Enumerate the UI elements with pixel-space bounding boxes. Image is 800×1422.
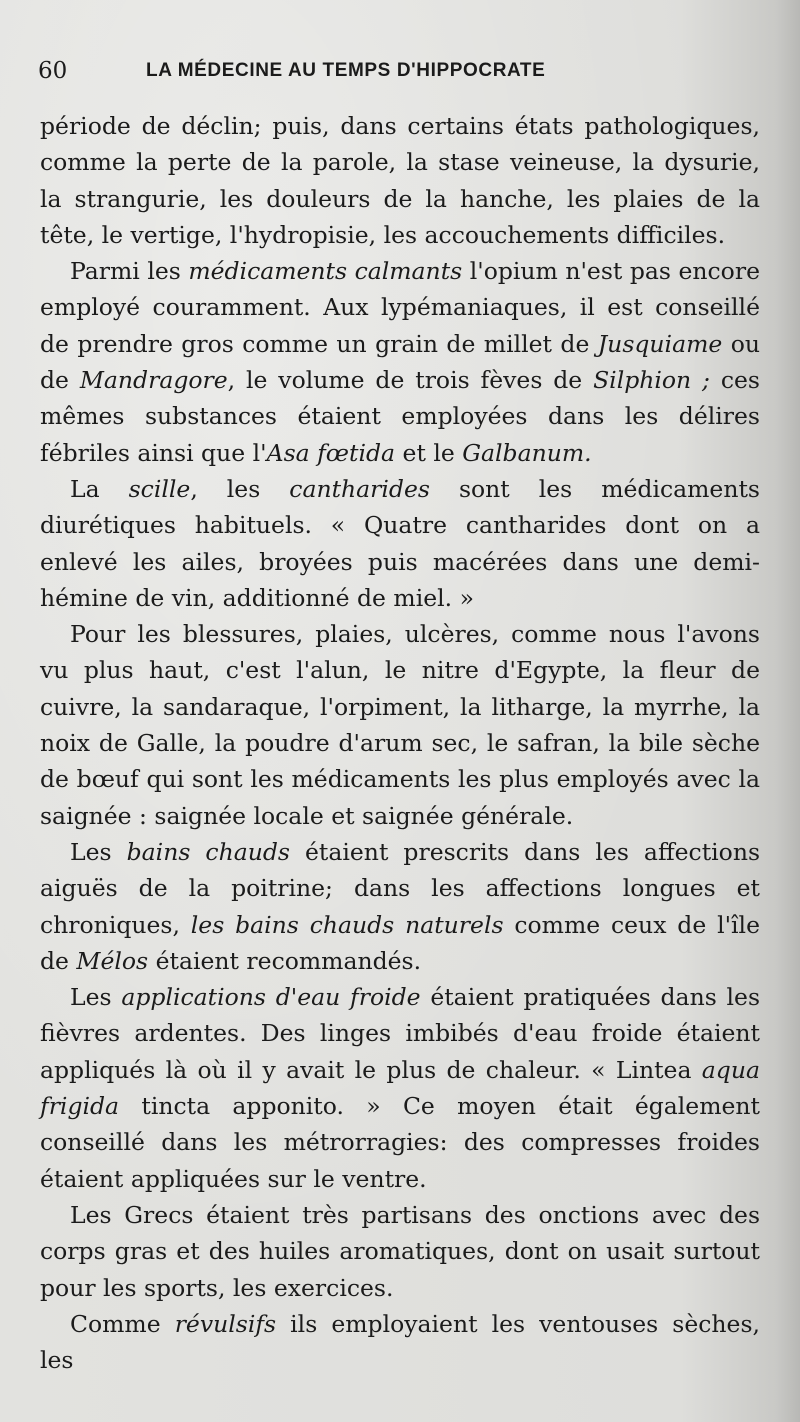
paragraph xyxy=(40,471,760,616)
text-run: , les xyxy=(190,474,290,503)
italic-text: bains chauds xyxy=(126,837,290,866)
text-run: étaient pratiquées dans les fièvres ardentes. Des linges imbibés d'eau froide étaient appliqués là où il y avait le plus de chaleur. « Lintea xyxy=(40,983,761,1084)
italic-text: Mélos xyxy=(76,946,149,975)
text-run: Les xyxy=(70,837,127,866)
italic-text: révulsifs xyxy=(174,1309,277,1338)
italic-text: Asa fœtida xyxy=(266,438,396,467)
text-run: ils employaient les ventouses sèches, les xyxy=(40,1309,760,1375)
text-run: tincta apponito. » Ce moyen était également conseillé dans les métrorragies: des compresses froides étaient appliquées sur le ventre. xyxy=(40,1092,760,1193)
paragraph xyxy=(40,253,760,471)
italic-text: applications d'eau froide xyxy=(121,983,421,1012)
text-run: étaient recommandés. xyxy=(148,946,422,975)
text-run: ou de xyxy=(40,329,760,395)
text-run: ces mêmes substances étaient employées dans les délires fébriles ainsi que l' xyxy=(40,366,760,467)
italic-text: scille xyxy=(128,474,191,503)
text-run: comme ceux de l'île de xyxy=(40,910,760,975)
italic-text: cantharides xyxy=(289,474,430,503)
text-run: Pour les blessures, plaies, ulcères, comme nous l'avons vu plus haut, c'est l'alun, le nitre d'Egypte, la fleur de cuivre, la sandaraque, l'orpiment, la litharge, la myrrhe, la noix de Galle, la poudre d'arum sec, le safran, la bile sèche de bœuf qui sont les médicaments les plus employés avec la saignée : saignée locale et saignée générale. xyxy=(40,620,760,830)
text-run: Les xyxy=(70,983,122,1012)
italic-text: Galbanum. xyxy=(462,438,592,467)
text-run: La xyxy=(70,474,129,503)
italic-text: Mandragore xyxy=(79,366,228,395)
paragraph xyxy=(40,1197,760,1306)
page-header xyxy=(38,58,758,98)
text-run: Les Grecs étaient très partisans des onctions avec des corps gras et des huiles aromatiques, dont on usait surtout pour les sports, les exercices. xyxy=(40,1200,760,1302)
text-run: Comme xyxy=(70,1309,175,1338)
paragraph xyxy=(40,616,760,834)
italic-text: aqua frigida xyxy=(40,1055,760,1121)
text-run: et le xyxy=(395,438,463,467)
text-run: l'opium n'est pas encore employé couramment. Aux lypémaniaques, il est conseillé de prendre gros comme un grain de millet de xyxy=(40,257,760,358)
text-run: , le volume de trois fèves de xyxy=(227,366,594,395)
body-text xyxy=(40,108,760,1378)
italic-text: Jusquiame xyxy=(597,329,723,358)
paragraph xyxy=(40,108,760,253)
running-title: LA MÉDECINE AU TEMPS D'HIPPOCRATE xyxy=(146,60,546,81)
text-run: étaient prescrits dans les affections aiguës de la poitrine; dans les affections longues et chroniques, xyxy=(40,837,761,939)
paragraph xyxy=(40,1306,760,1379)
text-run: période de déclin; puis, dans certains états pathologiques, comme la perte de la parole, la stase veineuse, la dysurie, la strangurie, les douleurs de la hanche, les plaies de la tête, le vertige, l'hydropisie, les accouchements difficiles. xyxy=(40,112,760,249)
page-number: 60 xyxy=(38,58,68,84)
paragraph xyxy=(40,979,760,1197)
paragraph xyxy=(40,834,760,979)
text-run: sont les médicaments diurétiques habituels. « Quatre cantharides dont on a enlevé les ailes, broyées puis macérées dans une demi-hémine de vin, additionné de miel. » xyxy=(40,474,760,612)
italic-text: médicaments calmants xyxy=(188,257,463,286)
italic-text: les bains chauds naturels xyxy=(190,910,504,939)
italic-text: Silphion ; xyxy=(593,366,710,395)
text-run: Parmi les xyxy=(70,257,189,286)
